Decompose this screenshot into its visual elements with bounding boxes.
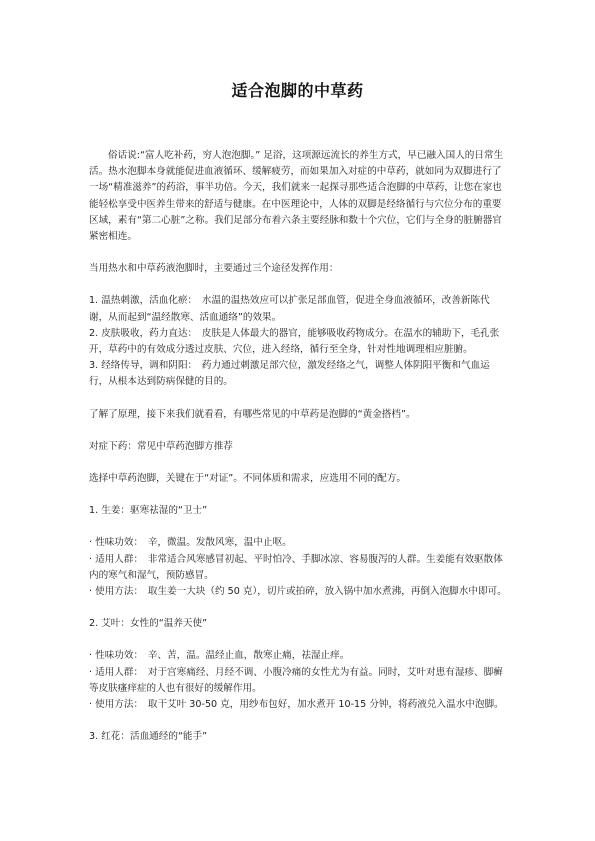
herb-heading: 1. 生姜：驱寒祛湿的“卫士” [89,505,208,517]
principle-item: 1. 温热刺激，活血化瘀： 水温的温热效应可以扩张足部血管，促进全身血液循环，改善新陈代谢，从而起到“温经散寒、活血通络”的效果。 [89,295,490,323]
herb-heading: 3. 红花：活血通经的“能手” [89,731,208,743]
principle-item: 2. 皮肤吸收，药力直达： 皮肤是人体最大的器官，能够吸收药物成分。在温水的辅助下，毛孔张开，草药中的有效成分透过皮肤、穴位，进入经络，循行至全身，针对性地调理相应脏腑。 [89,327,500,356]
herb-heading: 2. 艾叶：女性的“温养天使” [89,618,208,630]
principle-intro: 当用热水和中草药液泡脚时，主要通过三个途径发挥作用： [89,263,339,275]
article-body [89,148,507,745]
herb-item: · 适用人群： 对于宫寒痛经、月经不调、小腹冷痛的女性尤为有益。同时，艾叶对患有湿疹、脚癣等皮肤瘙痒症的人也有很好的缓解作用。 [89,666,503,694]
herb-item: · 使用方法： 取干艾叶 30-50 克，用纱布包好，加水煮开 10-15 分钟，将药液兑入温水中泡脚。 [89,699,504,711]
herb-item: · 适用人群： 非常适合风寒感冒初起、平时怕冷、手脚冰凉、容易腹泻的人群。生姜能有效驱散体内的寒气和湿气，预防感冒。 [89,553,503,581]
intro-paragraph: 俗话说:“富人吃补药，穷人泡泡脚。” 足浴，这项源远流长的养生方式，早已融入国人的日常生活。热水泡脚本身就能促进血液循环、缓解疲劳，而如果加入对症的中草药，就如同为双脚进行了一场“精准滋养”的药浴，事半功倍。今天，我们就来一起探寻那些适合泡脚的中草药，让您在家也能轻松享受中医养生带来的舒适与健康。在中医理论中，人体的双脚是经络循行与穴位分布的重要区域，素有“第二心脏”之称。我们足部分布着六条主要经脉和数十个穴位，它们与全身的脏腑器官紧密相连。 [89,150,504,243]
principle-item: 3. 经络传导，调和阴阳： 药力通过刺激足部穴位，激发经络之气，调整人体阴阳平衡和气血运行，从根本达到防病保健的目的。 [89,360,490,388]
transition-paragraph: 了解了原理，接下来我们就看看，有哪些常见的中草药是泡脚的“黄金搭档”。 [89,408,416,420]
page-title: 适合泡脚的中草药 [231,81,364,100]
section-heading: 对症下药：常见中草药泡脚方推荐 [89,440,233,452]
section-intro: 选择中草药泡脚，关键在于“对证”。不同体质和需求，应选用不同的配方。 [89,473,406,485]
herb-item: · 性味功效： 辛、苦，温。温经止血，散寒止痛，祛湿止痒。 [89,650,350,662]
herb-item: · 使用方法： 取生姜一大块（约 50 克），切片或拍碎，放入锅中加水煮沸，再倒入泡脚水中即可。 [89,586,507,598]
herb-item: · 性味功效： 辛，微温。发散风寒，温中止呕。 [89,537,292,549]
